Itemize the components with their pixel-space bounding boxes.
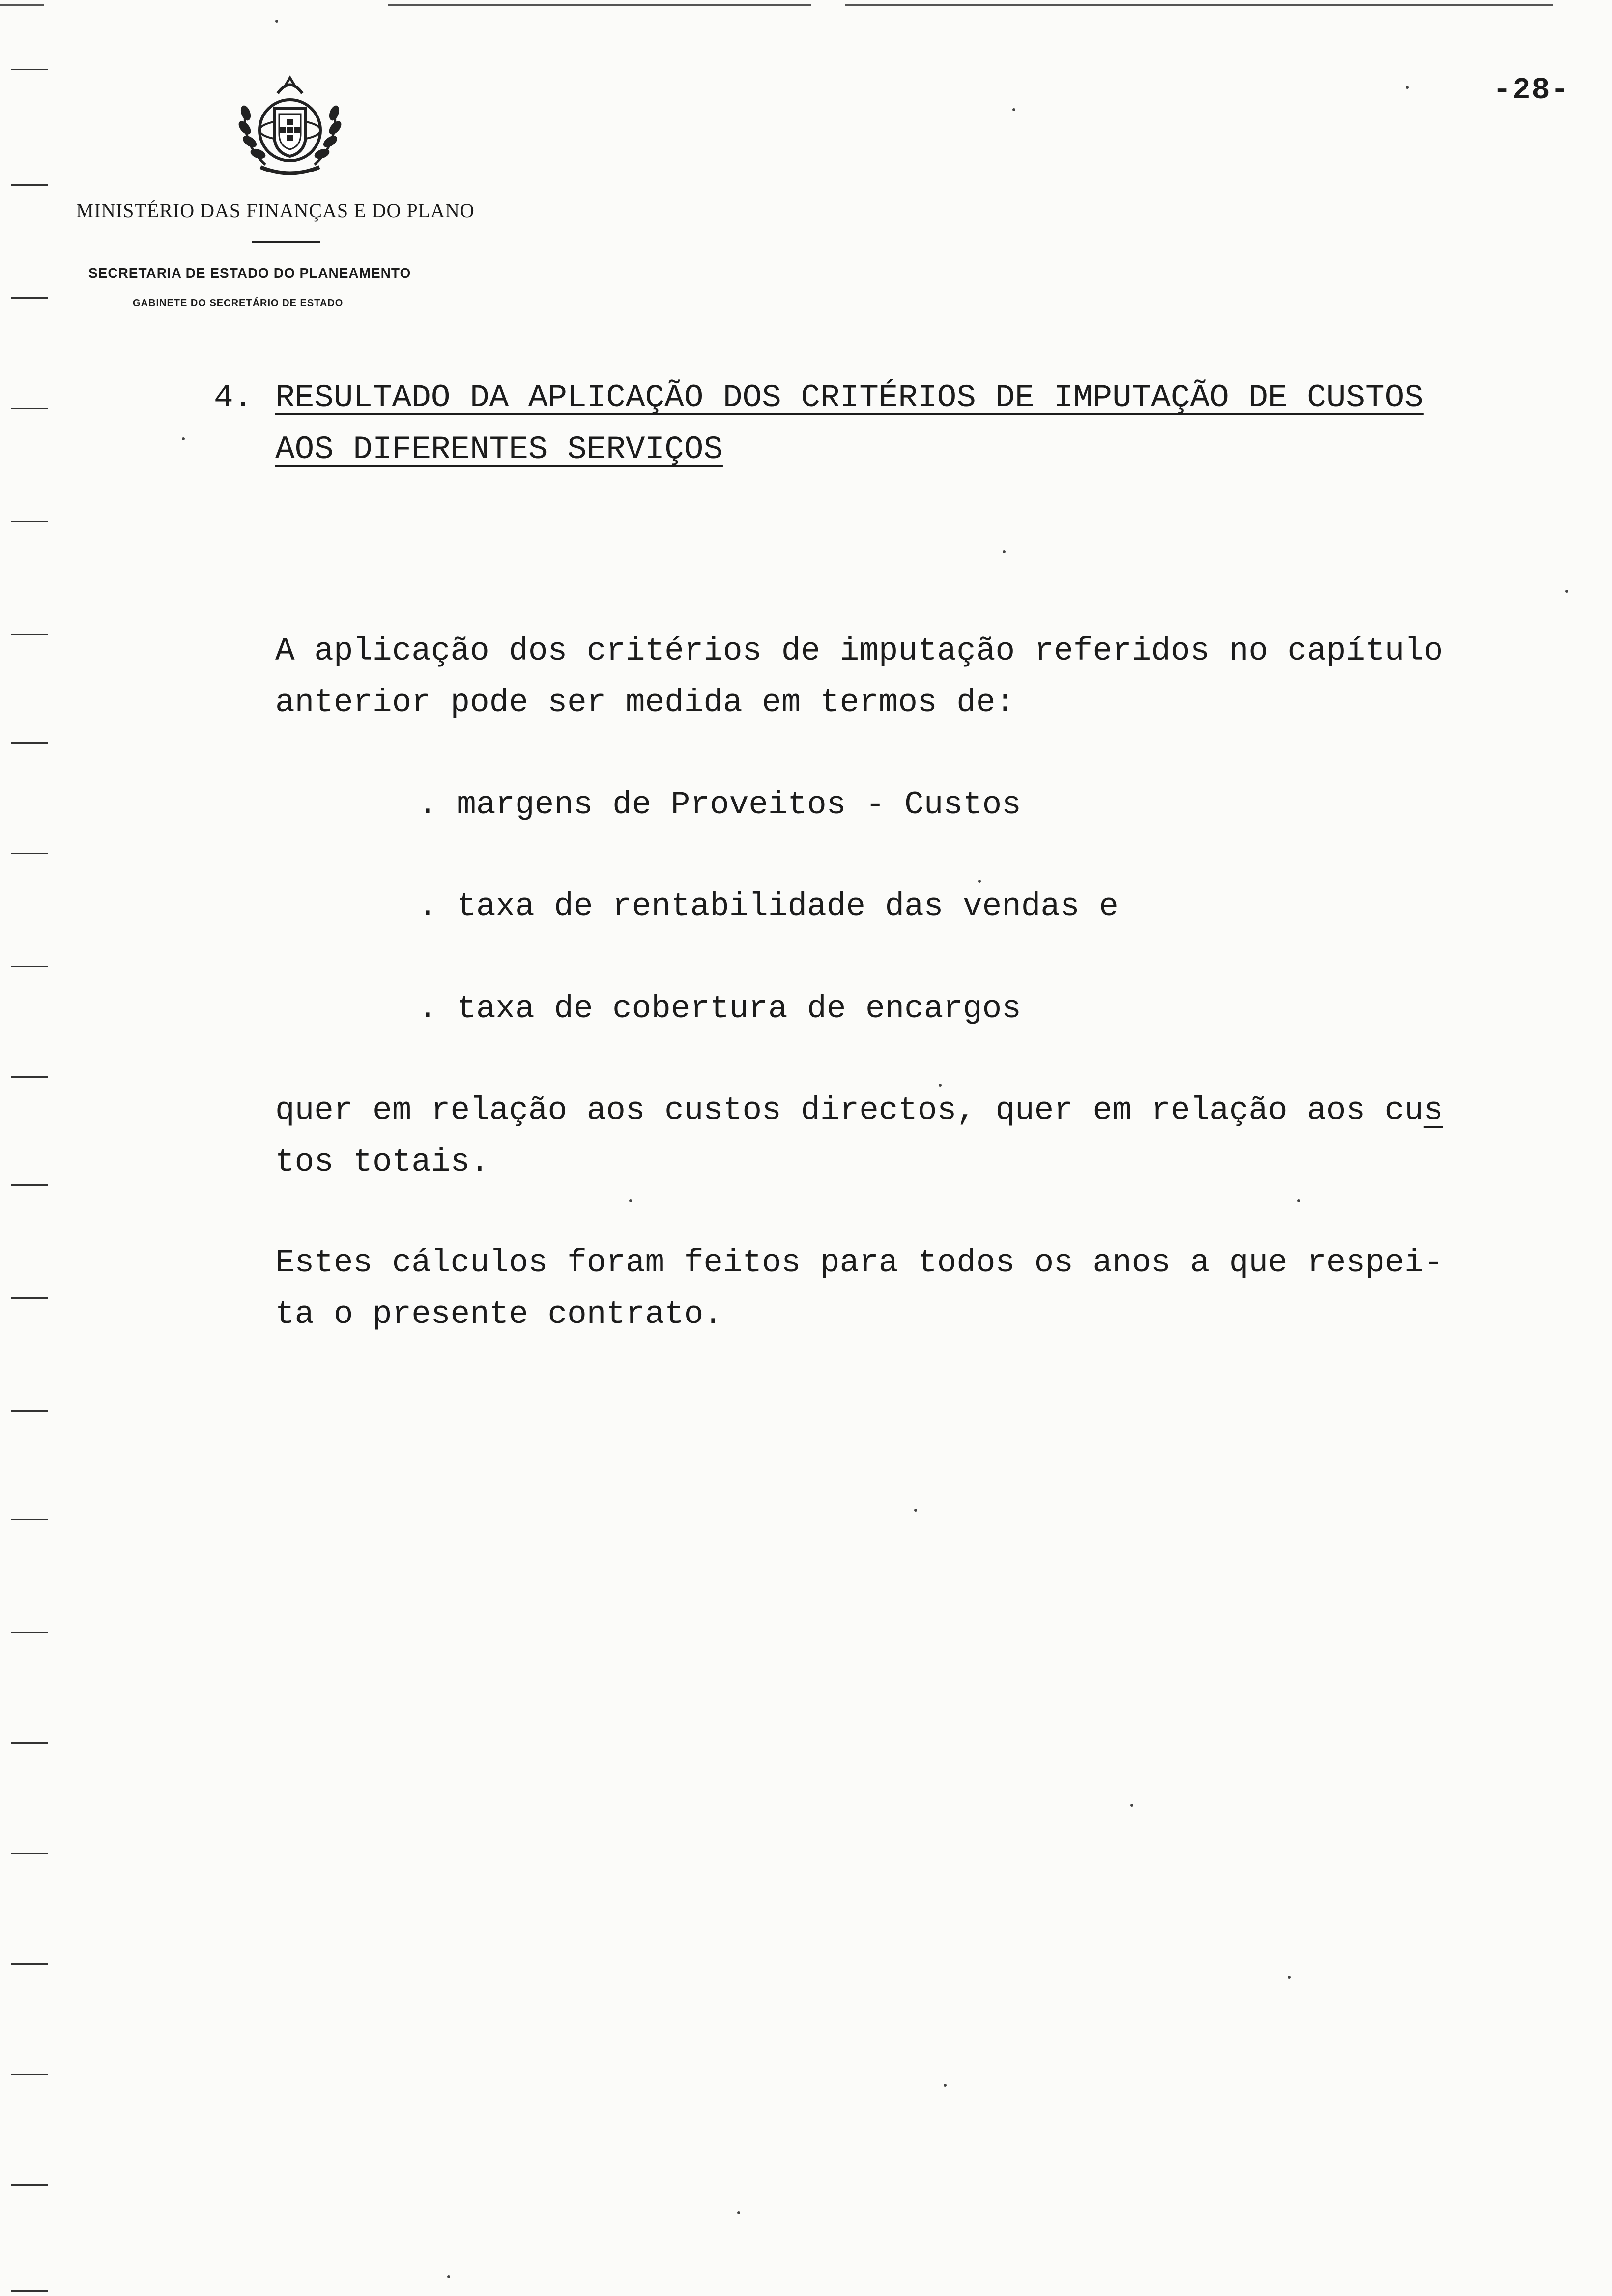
scan-speck [1130,1804,1133,1807]
scan-top-rule [0,4,44,6]
scan-speck [1565,590,1568,593]
scan-speck [447,2275,450,2278]
bullet-item: . margens de Proveitos - Custos [418,786,1021,823]
margin-mark [11,2074,48,2075]
coat-of-arms-emblem [231,74,349,179]
after-list-line-2: tos totais. [275,1144,489,1180]
margin-mark [11,297,48,299]
margin-mark [11,69,48,70]
margin-mark [11,1632,48,1633]
section-title-line-1: RESULTADO DA APLICAÇÃO DOS CRITÉRIOS DE IMPUTAÇÃO DE CUSTOS [275,379,1424,416]
margin-mark [11,1853,48,1854]
margin-mark [11,1410,48,1412]
scan-speck [737,2211,740,2214]
section-number: 4. [214,379,253,416]
margin-mark [11,966,48,967]
margin-mark [11,521,48,522]
margin-mark [11,634,48,635]
margin-mark [11,1076,48,1078]
scan-speck [914,1509,917,1512]
after-list-line-1 [275,1094,1443,1127]
closing-line-1: Estes cálculos foram feitos para todos os anos a que respei- [275,1244,1443,1281]
margin-mark [11,1184,48,1186]
scan-speck [275,20,278,23]
margin-mark [11,1297,48,1299]
scan-top-rule [388,4,811,6]
bullet-item: . taxa de rentabilidade das vendas e [418,888,1119,925]
margin-mark [11,2290,48,2292]
closing-line-2: ta o presente contrato. [275,1296,723,1333]
intro-line-1: A aplicação dos critérios de imputação referidos no capítulo [275,632,1443,669]
margin-mark [11,742,48,744]
underlined-letter: s [1423,1092,1443,1129]
scan-top-rule [845,4,1553,6]
scan-speck [978,880,981,883]
scan-speck [182,437,185,440]
scan-speck [1297,1199,1300,1202]
bullet-item: . taxa de cobertura de encargos [418,990,1021,1027]
scan-speck [1288,1976,1291,1979]
margin-mark [11,2184,48,2186]
scan-speck [939,1084,942,1087]
cabinet-name: GABINETE DO SECRETÁRIO DE ESTADO [133,298,344,309]
letterhead-divider [252,241,320,243]
ministry-name: MINISTÉRIO DAS FINANÇAS E DO PLANO [76,200,475,222]
margin-mark [11,1742,48,1744]
section-title-line-2: AOS DIFERENTES SERVIÇOS [275,431,723,468]
secretariat-name: SECRETARIA DE ESTADO DO PLANEAMENTO [88,265,411,281]
margin-mark [11,1963,48,1965]
scan-speck [1012,108,1015,111]
intro-line-2: anterior pode ser medida em termos de: [275,684,1015,721]
margin-mark [11,408,48,409]
margin-mark [11,853,48,854]
scan-speck [1406,86,1409,89]
margin-mark [11,1519,48,1520]
margin-mark [11,184,48,186]
scan-speck [1003,550,1006,553]
page-number: -28- [1493,73,1570,108]
scan-speck [944,2084,947,2087]
after-list-text: quer em relação aos custos directos, quer em relação aos cu [275,1092,1424,1129]
scan-speck [629,1199,632,1202]
